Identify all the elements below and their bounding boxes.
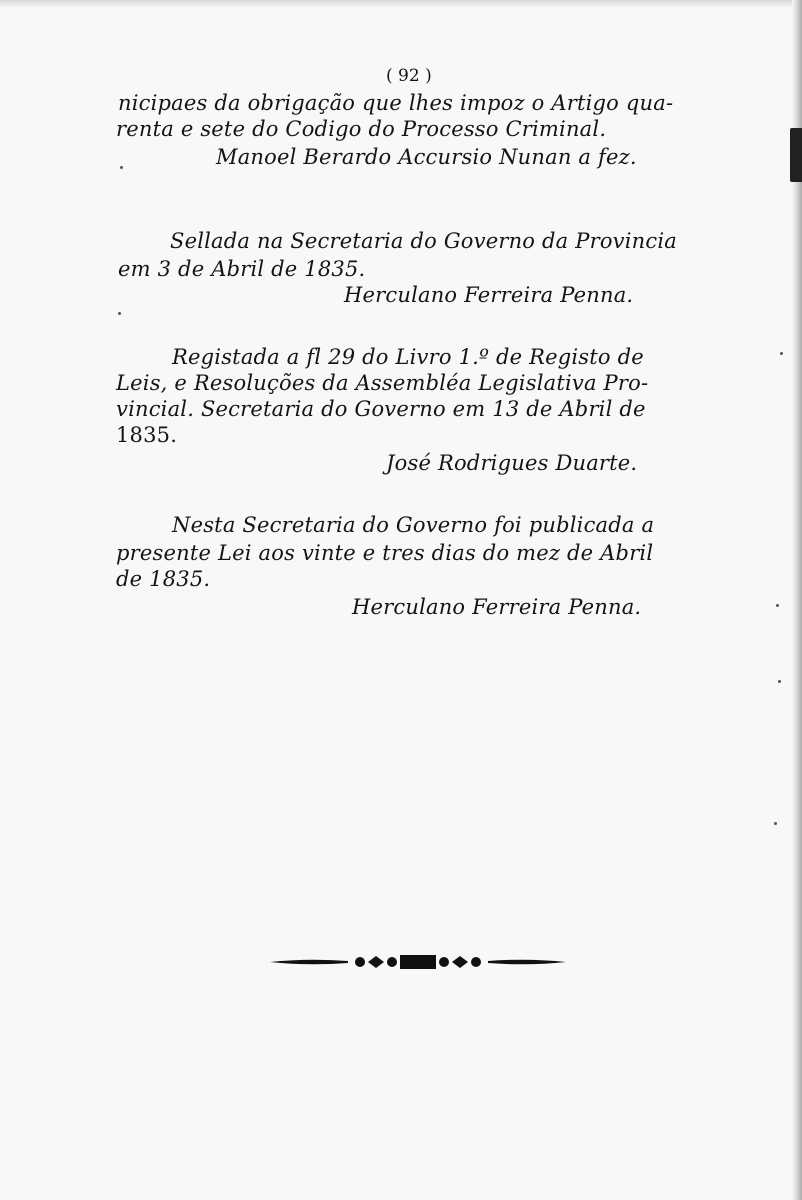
text-line: em 3 de Abril de 1835. <box>118 257 366 281</box>
text-line: vincial. Secretaria do Governo em 13 de Abril de <box>116 397 646 421</box>
text-line: de 1835. <box>116 567 211 591</box>
text-line: presente Lei aos vinte e tres dias do mez de Abril <box>116 541 654 565</box>
text-line: 1835. <box>116 423 178 447</box>
page-speck <box>120 166 123 169</box>
text-line: Registada a fl 29 do Livro 1.º de Registo de <box>172 345 644 369</box>
signature-line: Herculano Ferreira Penna. <box>352 595 642 619</box>
page-speck <box>776 604 779 607</box>
decorative-ornament-icon <box>268 948 568 976</box>
text-line: Leis, e Resoluções da Assembléa Legislativa Pro- <box>116 371 649 395</box>
page-number: ( 92 ) <box>386 66 432 86</box>
text-line: Sellada na Secretaria do Governo da Provincia <box>170 229 677 253</box>
signature-line: José Rodrigues Duarte. <box>386 451 638 475</box>
text-line: Nesta Secretaria do Governo foi publicada a <box>172 513 655 537</box>
text-line: renta e sete do Codigo do Processo Criminal. <box>116 117 607 141</box>
signature-line: Herculano Ferreira Penna. <box>344 283 634 307</box>
binding-mark <box>790 128 802 182</box>
page-speck <box>774 822 777 825</box>
page-speck <box>780 352 783 355</box>
page-speck <box>778 680 781 683</box>
signature-line: Manoel Berardo Accursio Nunan a fez. <box>216 145 637 169</box>
page-speck <box>118 312 121 315</box>
text-line: nicipaes da obrigação que lhes impoz o Artigo qua- <box>118 91 674 115</box>
page-top-edge <box>0 0 802 8</box>
